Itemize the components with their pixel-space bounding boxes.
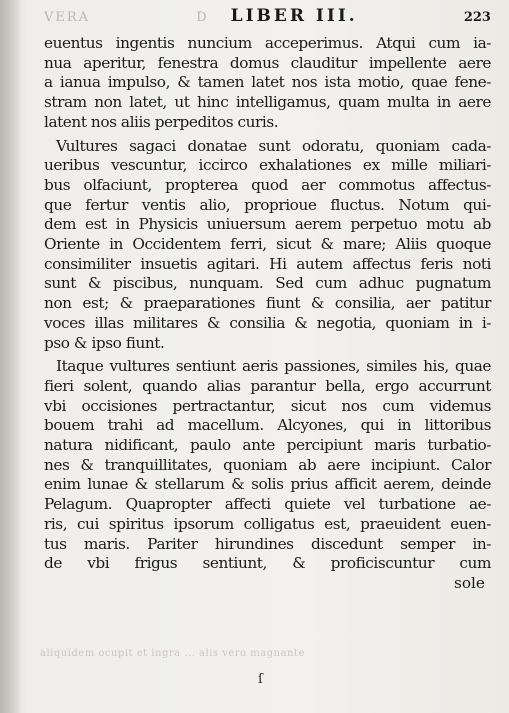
text-line: nes & tranquillitates, quoniam ab aere incipiunt. Calor	[44, 455, 491, 474]
text-line: que fertur ventis alio, proprioue fluctus. Notum qui-	[44, 195, 491, 214]
text-line: tus maris. Pariter hirundines discedunt semper in-	[44, 534, 491, 553]
text-line: sunt & piscibus, nunquam. Sed cum adhuc pugnatum	[44, 274, 491, 293]
running-head	[44, 6, 491, 32]
paragraph-2	[44, 137, 491, 354]
running-head-group	[196, 6, 358, 26]
text-line: de vbi frigus sentiunt, & proficiscuntur cum	[44, 554, 491, 573]
running-head-bleed-left: VERA	[44, 10, 91, 25]
text-line: Pelagum. Quapropter affecti quiete vel turbatione ae-	[44, 495, 491, 514]
text-line: Oriente in Occidentem ferri, sicut & mare; Aliis quoque	[44, 235, 491, 254]
page-number: 223	[463, 10, 491, 25]
running-head-bleed-right: D	[196, 10, 209, 25]
paragraph-3	[44, 357, 491, 574]
catchword: sole	[453, 573, 485, 592]
text-line: Itaque vultures sentiunt aeris passiones, similes his, quae	[56, 357, 491, 376]
text-line: pso & ipso fiunt.	[44, 333, 165, 352]
text-line: natura nidificant, paulo ante percipiunt maris turbatio-	[44, 436, 491, 455]
text-line: enim lunae & stellarum & solis prius afficit aerem, deinde	[44, 475, 491, 494]
text-line: vbi occisiones pertractantur, sicut nos cum videmus	[44, 396, 491, 415]
text-line: euentus ingentis nuncium acceperimus. Atqui cum ia-	[44, 34, 491, 52]
paragraph-1	[44, 34, 491, 133]
text-line: non est; & praeparationes fiunt & consilia, aer patitur	[44, 294, 491, 313]
text-line: fieri solent, quando alias parantur bella, ergo accurrunt	[44, 376, 491, 395]
text-line: ris, cui spiritus ipsorum colligatus est, praeuident euen-	[44, 514, 491, 533]
text-line: nua aperitur, fenestra domus clauditur impellente aere	[44, 53, 491, 72]
footer-mark: ſ	[258, 672, 263, 687]
text-line: stram non latet, ut hinc intelligamus, quam multa in aere	[44, 93, 491, 112]
text-line: Vultures sagaci donatae sunt odoratu, quoniam cada-	[56, 136, 491, 155]
text-line: a ianua impulso, & tamen latet nos ista motio, quae fene-	[44, 73, 491, 92]
text-line: voces illas militares & consilia & negotia, quoniam in i-	[44, 313, 491, 332]
text-line: bus olfaciunt, propterea quod aer commotus affectus-	[44, 175, 491, 194]
text-line: latent nos aliis perpeditos curis.	[44, 112, 279, 131]
text-line: consimiliter insuetis agitari. Hi autem affectus feris noti	[44, 254, 491, 273]
text-line: ueribus vescuntur, iccirco exhalationes ex mille miliari-	[44, 156, 491, 175]
book-title: LIBER III.	[230, 6, 358, 26]
text-line: bouem trahi ad macellum. Alcyones, qui in littoribus	[44, 416, 491, 435]
gutter-shadow	[0, 0, 22, 713]
text-line: dem est in Physicis uniuersum aerem perpetuo motu ab	[44, 215, 491, 234]
show-through-text: aliquidem ocupit et ingra ... alis vero magnante	[40, 648, 305, 659]
body-text	[44, 34, 491, 594]
